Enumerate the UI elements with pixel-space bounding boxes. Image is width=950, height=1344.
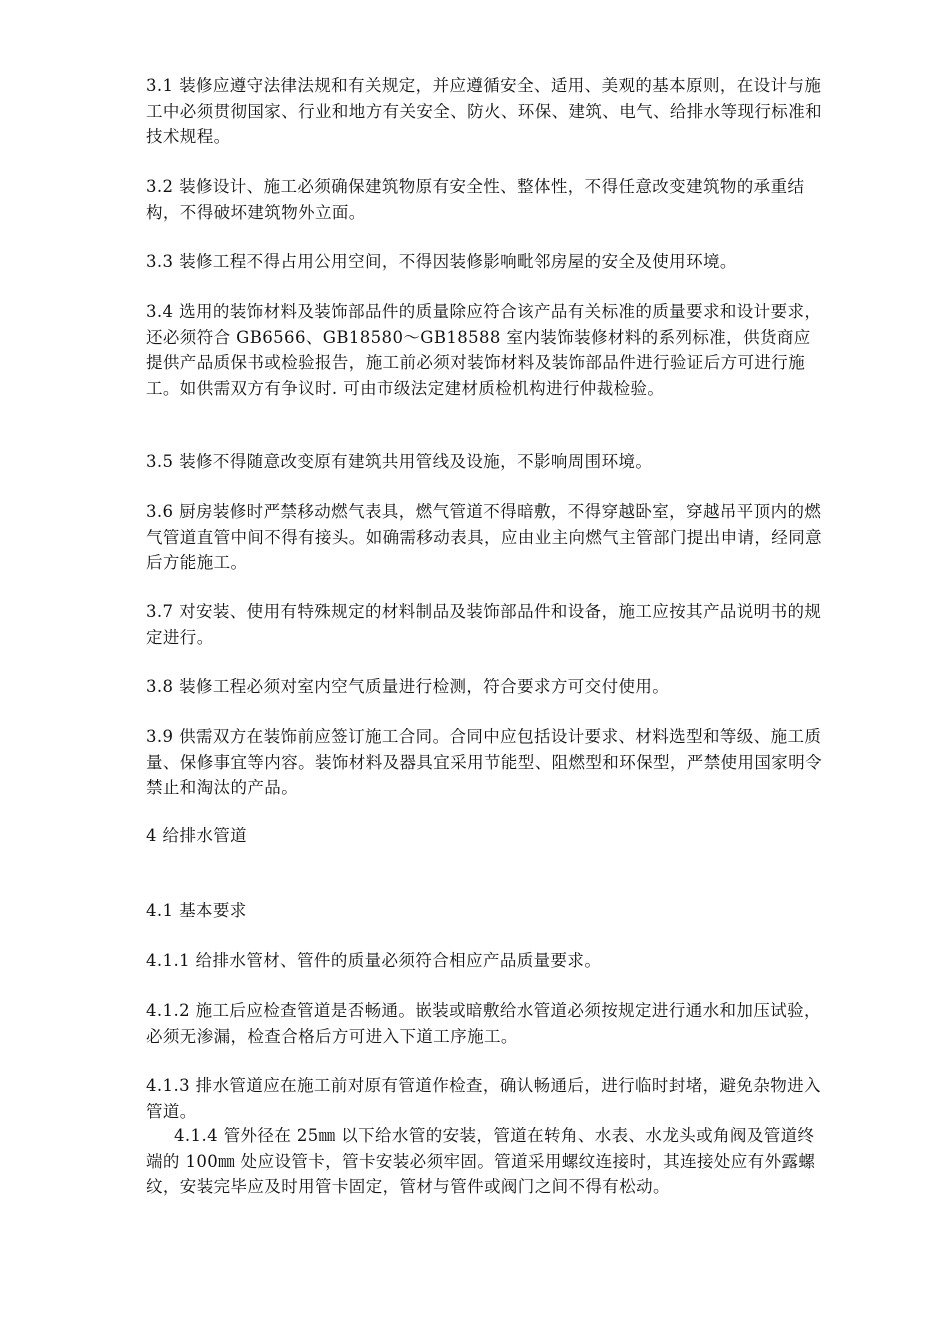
clause-4-1-2: 4.1.2 施工后应检查管道是否畅通。嵌装或暗敷给水管道必须按规定进行通水和加压试验，必须无渗漏，检查合格后方可进入下道工序施工。 bbox=[146, 1001, 821, 1046]
clause-3-8: 3.8 装修工程必须对室内空气质量进行检测，符合要求方可交付使用。 bbox=[146, 677, 670, 696]
section-4-heading: 4 给排水管道 bbox=[146, 826, 248, 845]
clause-3-1: 3.1 装修应遵守法律法规和有关规定，并应遵循安全、适用、美观的基本原则，在设计与施工中必须贯彻国家、行业和地方有关安全、防火、环保、建筑、电气、给排水等现行标准和技术规程。 bbox=[146, 76, 822, 146]
clause-3-9: 3.9 供需双方在装饰前应签订施工合同。合同中应包括设计要求、材料选型和等级、施工质量、保修事宜等内容。装饰材料及器具宜采用节能型、阻燃型和环保型，严禁使用国家明令禁止和淘汰的产品。 bbox=[146, 727, 822, 797]
clause-3-2: 3.2 装修设计、施工必须确保建筑物原有安全性、整体性，不得任意改变建筑物的承重结构，不得破坏建筑物外立面。 bbox=[146, 177, 805, 222]
clause-3-4: 3.4 选用的装饰材料及装饰部品件的质量除应符合该产品有关标准的质量要求和设计要求，还必须符合 GB6566、GB18580～GB18588 室内装饰装修材料的系列标准，供货商应提供产品质保书或检验报告，施工前必须对装饰材料及装饰部品件进行验证后方可进行施工。如供需双方有争议时. 可由市级法定建材质检机构进行仲裁检验。 bbox=[146, 302, 822, 398]
clause-3-6: 3.6 厨房装修时严禁移动燃气表具，燃气管道不得暗敷，不得穿越卧室，穿越吊平顶内的燃气管道直管中间不得有接头。如确需移动表具，应由业主向燃气主管部门提出申请，经同意后方能施工。 bbox=[146, 502, 822, 572]
section-4-1-heading: 4.1 基本要求 bbox=[146, 901, 247, 920]
clause-3-3: 3.3 装修工程不得占用公用空间，不得因装修影响毗邻房屋的安全及使用环境。 bbox=[146, 252, 737, 271]
clause-3-7: 3.7 对安装、使用有特殊规定的材料制品及装饰部品件和设备，施工应按其产品说明书的规定进行。 bbox=[146, 602, 822, 647]
clause-4-1-4: 4.1.4 管外径在 25㎜ 以下给水管的安装，管道在转角、水表、水龙头或角阀及管道终端的 100㎜ 处应设管卡，管卡安装必须牢固。管道采用螺纹连接时，其连接处应有外露螺纹，安装完毕应及时用管卡固定，管材与管件或阀门之间不得有松动。 bbox=[146, 1126, 816, 1196]
clause-4-1-3: 4.1.3 排水管道应在施工前对原有管道作检查，确认畅通后，进行临时封堵，避免杂物进入管道。 bbox=[146, 1076, 821, 1121]
clause-3-5: 3.5 装修不得随意改变原有建筑共用管线及设施，不影响周围环境。 bbox=[146, 452, 653, 471]
clause-4-1-1: 4.1.1 给排水管材、管件的质量必须符合相应产品质量要求。 bbox=[146, 951, 602, 970]
